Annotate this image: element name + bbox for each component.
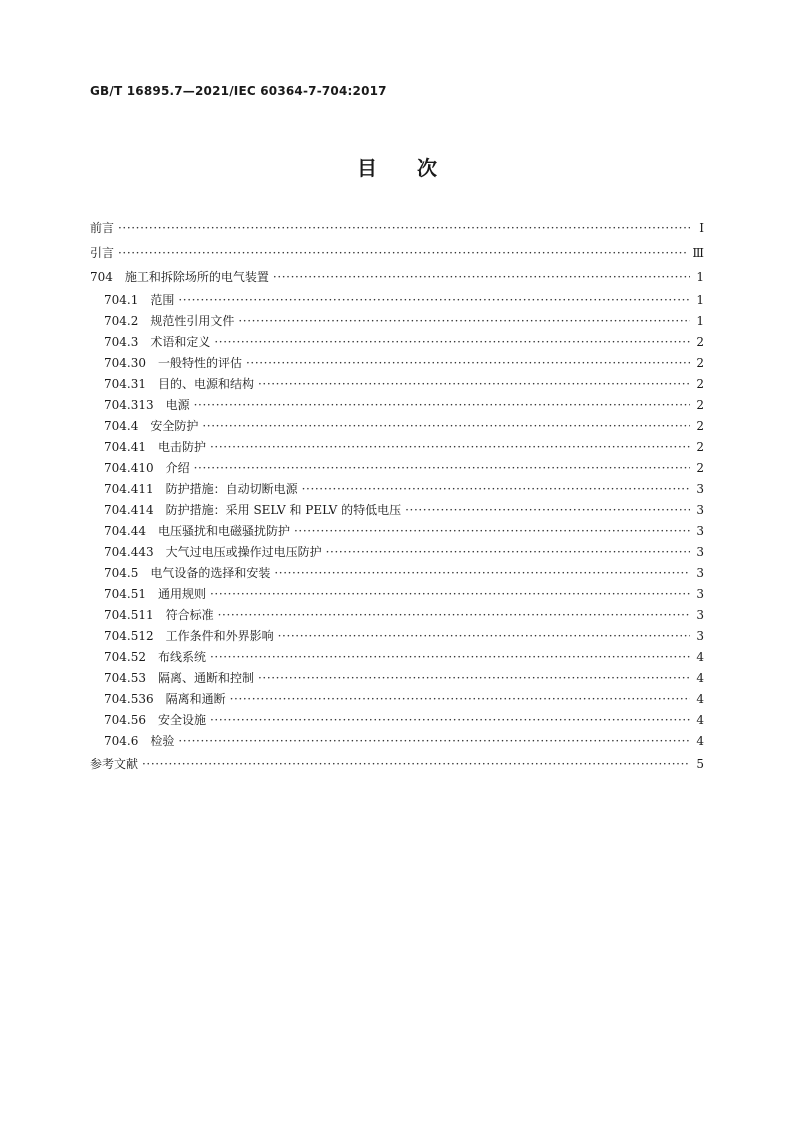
toc-entry-label: 目的、电源和结构 (158, 376, 255, 391)
toc-entry[interactable] (90, 416, 704, 437)
toc-entry[interactable] (90, 241, 704, 266)
toc-entry[interactable] (90, 563, 704, 584)
toc-entry[interactable] (90, 731, 704, 752)
standard-number: GB/T 16895.7—2021/IEC 60364-7-704:2017 (90, 84, 387, 98)
toc-leader-dots (274, 563, 690, 584)
toc-entry-number: 704.51 (104, 586, 146, 601)
toc-entry[interactable] (90, 668, 704, 689)
toc-leader-dots (258, 374, 690, 395)
toc-entry-label: 电源 (165, 397, 190, 412)
toc-entry-number: 704.6 (104, 733, 139, 748)
toc-entry-label: 大气过电压或操作过电压防护 (165, 544, 322, 559)
toc-entry-page: 2 (696, 355, 704, 370)
toc-entry-number: 704.2 (104, 313, 139, 328)
toc-entry-page: Ⅲ (692, 245, 704, 260)
toc-entry-page: 2 (696, 439, 704, 454)
toc-entry-page: 4 (696, 733, 704, 748)
toc-entry-page: 3 (696, 523, 704, 538)
toc-entry-number: 704.4 (104, 418, 139, 433)
toc-entry[interactable] (90, 584, 704, 605)
toc-entry-page: 3 (696, 586, 704, 601)
toc-entry[interactable] (90, 374, 704, 395)
toc-entry[interactable] (90, 542, 704, 563)
toc-entry-label: 安全设施 (158, 712, 207, 727)
toc-leader-dots (210, 437, 690, 458)
toc-leader-dots (202, 416, 690, 437)
toc-entry-page: 2 (696, 397, 704, 412)
toc-entry-label: 防护措施：自动切断电源 (165, 481, 298, 496)
toc-entry-number: 704.5 (104, 565, 139, 580)
toc-entry-number: 704.30 (104, 355, 146, 370)
toc-entry-number: 704.512 (104, 628, 154, 643)
toc-leader-dots (210, 584, 690, 605)
toc-list (90, 216, 704, 776)
toc-entry-label: 参考文献 (90, 756, 139, 771)
toc-entry-page: 1 (696, 313, 704, 328)
toc-leader-dots (230, 689, 690, 710)
toc-entry[interactable] (90, 265, 704, 290)
toc-entry-page: 5 (696, 756, 704, 771)
toc-entry[interactable] (90, 479, 704, 500)
toc-entry-label: 电气设备的选择和安装 (150, 565, 271, 580)
toc-entry-label: 规范性引用文件 (150, 313, 235, 328)
toc-leader-dots (238, 311, 690, 332)
toc-leader-dots (214, 332, 690, 353)
toc-entry-label: 电击防护 (158, 439, 207, 454)
toc-entry-label: 隔离和通断 (165, 691, 226, 706)
toc-entry-number: 704.536 (104, 691, 154, 706)
toc-entry-page: 4 (696, 691, 704, 706)
toc-entry-number: 704.56 (104, 712, 146, 727)
toc-leader-dots (246, 353, 690, 374)
toc-entry-number: 704.313 (104, 397, 154, 412)
toc-entry-number: 704.410 (104, 460, 154, 475)
toc-entry[interactable] (90, 626, 704, 647)
toc-entry-number: 704.411 (104, 481, 154, 496)
toc-entry-page: 3 (696, 565, 704, 580)
toc-entry-page: 3 (696, 502, 704, 517)
toc-entry-page: 4 (696, 649, 704, 664)
toc-entry-page: Ⅰ (699, 221, 704, 235)
toc-entry-page: 4 (696, 670, 704, 685)
toc-leader-dots (302, 479, 690, 500)
toc-entry-number: 704.31 (104, 376, 146, 391)
toc-entry-page: 2 (696, 418, 704, 433)
toc-leader-dots (294, 521, 690, 542)
toc-entry-label: 工作条件和外界影响 (165, 628, 274, 643)
toc-entry-number: 704.1 (104, 292, 139, 307)
toc-entry-label: 安全防护 (150, 418, 199, 433)
toc-leader-dots (194, 395, 690, 416)
toc-entry[interactable] (90, 647, 704, 668)
toc-entry-page: 1 (696, 270, 704, 284)
toc-leader-dots (118, 216, 690, 241)
toc-entry-page: 2 (696, 334, 704, 349)
toc-entry-page: 4 (696, 712, 704, 727)
toc-entry-number: 704.3 (104, 334, 139, 349)
toc-entry-label: 前言 (90, 221, 115, 235)
toc-entry-number: 704.53 (104, 670, 146, 685)
toc-entry[interactable] (90, 395, 704, 416)
toc-entry-page: 3 (696, 544, 704, 559)
toc-entry-number: 704.41 (104, 439, 146, 454)
toc-entry-number: 704.44 (104, 523, 146, 538)
toc-entry-page: 2 (696, 460, 704, 475)
toc-leader-dots (194, 458, 690, 479)
toc-entry[interactable] (90, 521, 704, 542)
toc-entry-label: 电压骚扰和电磁骚扰防护 (158, 523, 291, 538)
toc-entry[interactable] (90, 689, 704, 710)
toc-entry-number: 704.443 (104, 544, 154, 559)
toc-entry[interactable] (90, 605, 704, 626)
toc-entry-label: 施工和拆除场所的电气装置 (124, 270, 269, 284)
toc-leader-dots (178, 290, 690, 311)
toc-entry-number: 704 (90, 270, 113, 284)
toc-entry-page: 3 (696, 628, 704, 643)
toc-entry-label: 术语和定义 (150, 334, 211, 349)
toc-entry-page: 3 (696, 481, 704, 496)
toc-entry-page: 2 (696, 376, 704, 391)
toc-entry[interactable] (90, 311, 704, 332)
toc-leader-dots (258, 668, 690, 689)
toc-leader-dots (210, 710, 690, 731)
toc-entry-number: 704.52 (104, 649, 146, 664)
toc-entry[interactable] (90, 710, 704, 731)
toc-entry-page: 1 (696, 292, 704, 307)
toc-entry-label: 通用规则 (158, 586, 207, 601)
toc-entry-label: 引言 (90, 245, 115, 260)
toc-entry-number: 704.414 (104, 502, 154, 517)
toc-entry[interactable] (90, 332, 704, 353)
toc-entry[interactable] (90, 458, 704, 479)
toc-entry-label: 一般特性的评估 (158, 355, 243, 370)
toc-leader-dots (118, 241, 688, 266)
toc-entry[interactable] (90, 752, 704, 777)
toc-leader-dots (218, 605, 690, 626)
toc-title: 目 次 (357, 156, 437, 180)
toc-leader-dots (273, 265, 690, 290)
toc-entry-label: 检验 (150, 733, 175, 748)
toc-entry[interactable] (90, 216, 704, 241)
toc-entry-page: 3 (696, 607, 704, 622)
toc-entry-label: 范围 (150, 292, 175, 307)
toc-leader-dots (142, 752, 690, 777)
toc-entry[interactable] (90, 290, 704, 311)
toc-entry[interactable] (90, 500, 704, 521)
toc-leader-dots (210, 647, 690, 668)
toc-leader-dots (326, 542, 690, 563)
toc-entry-number: 704.511 (104, 607, 154, 622)
toc-leader-dots (178, 731, 690, 752)
toc-entry-label: 介绍 (165, 460, 190, 475)
toc-leader-dots (278, 626, 690, 647)
toc-entry-label: 布线系统 (158, 649, 207, 664)
toc-entry-label: 隔离、通断和控制 (158, 670, 255, 685)
toc-entry-label: 符合标准 (165, 607, 214, 622)
toc-entry[interactable] (90, 353, 704, 374)
toc-entry[interactable] (90, 437, 704, 458)
toc-entry-label: 防护措施：采用 SELV 和 PELV 的特低电压 (165, 502, 402, 517)
toc-leader-dots (405, 500, 690, 521)
